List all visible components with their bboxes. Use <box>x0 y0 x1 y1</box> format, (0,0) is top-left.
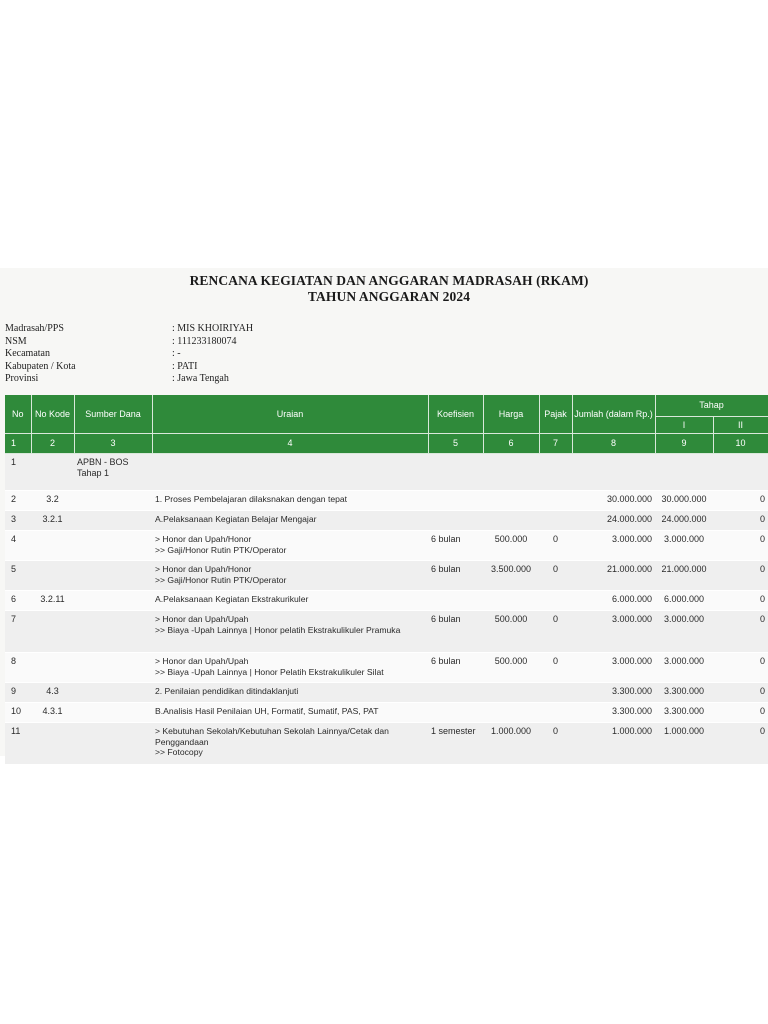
cell-uraian: 2. Penilaian pendidikan ditindaklanjuti <box>152 683 428 703</box>
col-header-jumlah: Jumlah (dalam Rp.) <box>572 395 655 434</box>
cell-harga <box>483 511 539 531</box>
table-row <box>5 591 768 611</box>
cell-harga <box>483 591 539 611</box>
cell-koefisien <box>428 683 483 703</box>
cell-sumber-dana <box>74 511 152 531</box>
cell-no: 8 <box>5 653 31 683</box>
cell-pajak: 0 <box>539 531 572 561</box>
cell-harga: 500.000 <box>483 611 539 653</box>
cell-harga <box>483 703 539 723</box>
meta-value: : MIS KHOIRIYAH <box>172 323 254 334</box>
col-number: 10 <box>713 434 768 454</box>
cell-uraian: A.Pelaksanaan Kegiatan Ekstrakurikuler <box>152 591 428 611</box>
cell-harga <box>483 683 539 703</box>
cell-tahap-2: 0 <box>713 491 768 511</box>
cell-no: 9 <box>5 683 31 703</box>
cell-no: 11 <box>5 723 31 765</box>
cell-no-kode: 3.2.11 <box>31 591 74 611</box>
cell-tahap-1: 3.000.000 <box>655 531 713 561</box>
cell-koefisien: 6 bulan <box>428 531 483 561</box>
cell-koefisien: 6 bulan <box>428 611 483 653</box>
cell-uraian: 1. Proses Pembelajaran dilaksnakan dengan tepat <box>152 491 428 511</box>
meta-value: : 111233180074 <box>172 335 237 347</box>
cell-harga: 1.000.000 <box>483 723 539 765</box>
table-row <box>5 454 768 491</box>
cell-no: 4 <box>5 531 31 561</box>
cell-jumlah: 3.000.000 <box>572 653 655 683</box>
cell-jumlah: 3.000.000 <box>572 531 655 561</box>
col-number: 1 <box>5 434 31 454</box>
col-header-tahap-1: I <box>655 417 713 434</box>
cell-sumber-dana <box>74 703 152 723</box>
cell-no-kode <box>31 561 74 591</box>
cell-tahap-1: 1.000.000 <box>655 723 713 765</box>
cell-koefisien <box>428 511 483 531</box>
cell-harga: 3.500.000 <box>483 561 539 591</box>
cell-tahap-2: 0 <box>713 531 768 561</box>
meta-value: : PATI <box>172 360 198 372</box>
cell-tahap-1: 21.000.000 <box>655 561 713 591</box>
cell-pajak <box>539 591 572 611</box>
cell-tahap-2 <box>713 454 768 491</box>
cell-no-kode: 4.3 <box>31 683 74 703</box>
cell-tahap-1: 24.000.000 <box>655 511 713 531</box>
col-header-harga: Harga <box>483 395 539 434</box>
table-row <box>5 653 768 683</box>
cell-tahap-1: 30.000.000 <box>655 491 713 511</box>
cell-no: 10 <box>5 703 31 723</box>
cell-koefisien: 6 bulan <box>428 653 483 683</box>
cell-koefisien <box>428 703 483 723</box>
meta-value: : Jawa Tengah <box>172 373 229 385</box>
col-header-pajak: Pajak <box>539 395 572 434</box>
cell-tahap-1: 3.300.000 <box>655 683 713 703</box>
cell-tahap-1: 3.300.000 <box>655 703 713 723</box>
cell-koefisien <box>428 491 483 511</box>
table-row <box>5 703 768 723</box>
cell-no-kode <box>31 653 74 683</box>
col-number: 7 <box>539 434 572 454</box>
cell-no: 5 <box>5 561 31 591</box>
cell-uraian: > Honor dan Upah/Honor >> Gaji/Honor Rutin PTK/Operator <box>152 561 428 591</box>
meta-row-provinsi <box>5 373 405 386</box>
cell-no-kode: 3.2.1 <box>31 511 74 531</box>
table-header-row <box>5 395 768 417</box>
cell-uraian: A.Pelaksanaan Kegiatan Belajar Mengajar <box>152 511 428 531</box>
cell-no-kode <box>31 611 74 653</box>
table-row <box>5 531 768 561</box>
cell-pajak <box>539 454 572 491</box>
cell-tahap-2: 0 <box>713 511 768 531</box>
cell-tahap-2: 0 <box>713 723 768 765</box>
cell-jumlah: 3.300.000 <box>572 683 655 703</box>
cell-no-kode: 4.3.1 <box>31 703 74 723</box>
cell-no-kode <box>31 454 74 491</box>
meta-label: Madrasah/PPS <box>5 323 64 334</box>
col-header-sumber-dana: Sumber Dana <box>74 395 152 434</box>
cell-pajak: 0 <box>539 561 572 591</box>
cell-koefisien <box>428 591 483 611</box>
cell-uraian: B.Analisis Hasil Penilaian UH, Formatif, Sumatif, PAS, PAT <box>152 703 428 723</box>
rkam-table-body <box>5 454 768 765</box>
cell-pajak <box>539 703 572 723</box>
cell-koefisien <box>428 454 483 491</box>
col-header-koefisien: Koefisien <box>428 395 483 434</box>
meta-label: NSM <box>5 335 27 347</box>
cell-no: 2 <box>5 491 31 511</box>
meta-label: Kabupaten / Kota <box>5 360 76 372</box>
cell-uraian: > Honor dan Upah/Honor >> Gaji/Honor Rutin PTK/Operator <box>152 531 428 561</box>
col-header-no-kode: No Kode <box>31 395 74 434</box>
cell-sumber-dana <box>74 531 152 561</box>
cell-pajak: 0 <box>539 653 572 683</box>
cell-sumber-dana <box>74 491 152 511</box>
meta-label: Provinsi <box>5 373 39 385</box>
meta-row-nsm <box>5 336 405 349</box>
col-number: 2 <box>31 434 74 454</box>
table-row <box>5 491 768 511</box>
cell-uraian: > Honor dan Upah/Upah >> Biaya -Upah Lainnya | Honor pelatih Ekstrakulikuler Pramuka <box>152 611 428 653</box>
cell-tahap-2: 0 <box>713 653 768 683</box>
cell-jumlah: 21.000.000 <box>572 561 655 591</box>
col-number: 8 <box>572 434 655 454</box>
table-row <box>5 683 768 703</box>
cell-tahap-1 <box>655 454 713 491</box>
cell-koefisien: 6 bulan <box>428 561 483 591</box>
col-header-uraian: Uraian <box>152 395 428 434</box>
cell-jumlah: 30.000.000 <box>572 491 655 511</box>
cell-tahap-2: 0 <box>713 591 768 611</box>
cell-tahap-2: 0 <box>713 683 768 703</box>
cell-tahap-1: 6.000.000 <box>655 591 713 611</box>
cell-no-kode: 3.2 <box>31 491 74 511</box>
cell-sumber-dana <box>74 723 152 765</box>
cell-jumlah: 1.000.000 <box>572 723 655 765</box>
table-row <box>5 561 768 591</box>
cell-pajak: 0 <box>539 723 572 765</box>
cell-uraian: > Kebutuhan Sekolah/Kebutuhan Sekolah Lainnya/Cetak dan Penggandaan >> Fotocopy <box>152 723 428 765</box>
column-number-row <box>5 434 768 454</box>
col-number: 9 <box>655 434 713 454</box>
meta-row-kabupaten <box>5 361 405 374</box>
cell-no: 7 <box>5 611 31 653</box>
col-header-tahap: Tahap <box>655 395 768 417</box>
cell-no: 3 <box>5 511 31 531</box>
meta-label: Kecamatan <box>5 348 50 360</box>
col-number: 3 <box>74 434 152 454</box>
cell-harga <box>483 454 539 491</box>
cell-tahap-2: 0 <box>713 561 768 591</box>
cell-harga: 500.000 <box>483 531 539 561</box>
cell-jumlah: 6.000.000 <box>572 591 655 611</box>
cell-pajak <box>539 683 572 703</box>
cell-sumber-dana <box>74 611 152 653</box>
cell-uraian: > Honor dan Upah/Upah >> Biaya -Upah Lainnya | Honor Pelatih Ekstrakulikuler Silat <box>152 653 428 683</box>
cell-jumlah <box>572 454 655 491</box>
cell-tahap-1: 3.000.000 <box>655 611 713 653</box>
table-row <box>5 611 768 653</box>
cell-harga: 500.000 <box>483 653 539 683</box>
meta-row-kecamatan <box>5 348 405 361</box>
cell-sumber-dana <box>74 683 152 703</box>
table-row <box>5 723 768 765</box>
cell-tahap-2: 0 <box>713 703 768 723</box>
madrasah-info <box>5 323 405 386</box>
cell-harga <box>483 491 539 511</box>
rkam-table <box>5 395 768 765</box>
meta-row-madrasah <box>5 323 405 336</box>
cell-no-kode <box>31 723 74 765</box>
col-header-no: No <box>5 395 31 434</box>
cell-jumlah: 3.300.000 <box>572 703 655 723</box>
cell-no: 6 <box>5 591 31 611</box>
col-header-tahap-2: II <box>713 417 768 434</box>
cell-jumlah: 24.000.000 <box>572 511 655 531</box>
cell-sumber-dana: APBN - BOS Tahap 1 <box>74 454 152 491</box>
cell-pajak: 0 <box>539 611 572 653</box>
col-number: 4 <box>152 434 428 454</box>
cell-uraian <box>152 454 428 491</box>
cell-koefisien: 1 semester <box>428 723 483 765</box>
col-number: 6 <box>483 434 539 454</box>
col-number: 5 <box>428 434 483 454</box>
cell-jumlah: 3.000.000 <box>572 611 655 653</box>
cell-tahap-2: 0 <box>713 611 768 653</box>
table-row <box>5 511 768 531</box>
cell-no-kode <box>31 531 74 561</box>
cell-sumber-dana <box>74 591 152 611</box>
cell-pajak <box>539 491 572 511</box>
cell-sumber-dana <box>74 653 152 683</box>
cell-sumber-dana <box>74 561 152 591</box>
cell-no: 1 <box>5 454 31 491</box>
cell-pajak <box>539 511 572 531</box>
document-subtitle: TAHUN ANGGARAN 2024 <box>307 289 471 304</box>
cell-tahap-1: 3.000.000 <box>655 653 713 683</box>
document-title: RENCANA KEGIATAN DAN ANGGARAN MADRASAH (RKAM) <box>189 273 589 288</box>
meta-value: : - <box>172 348 181 360</box>
